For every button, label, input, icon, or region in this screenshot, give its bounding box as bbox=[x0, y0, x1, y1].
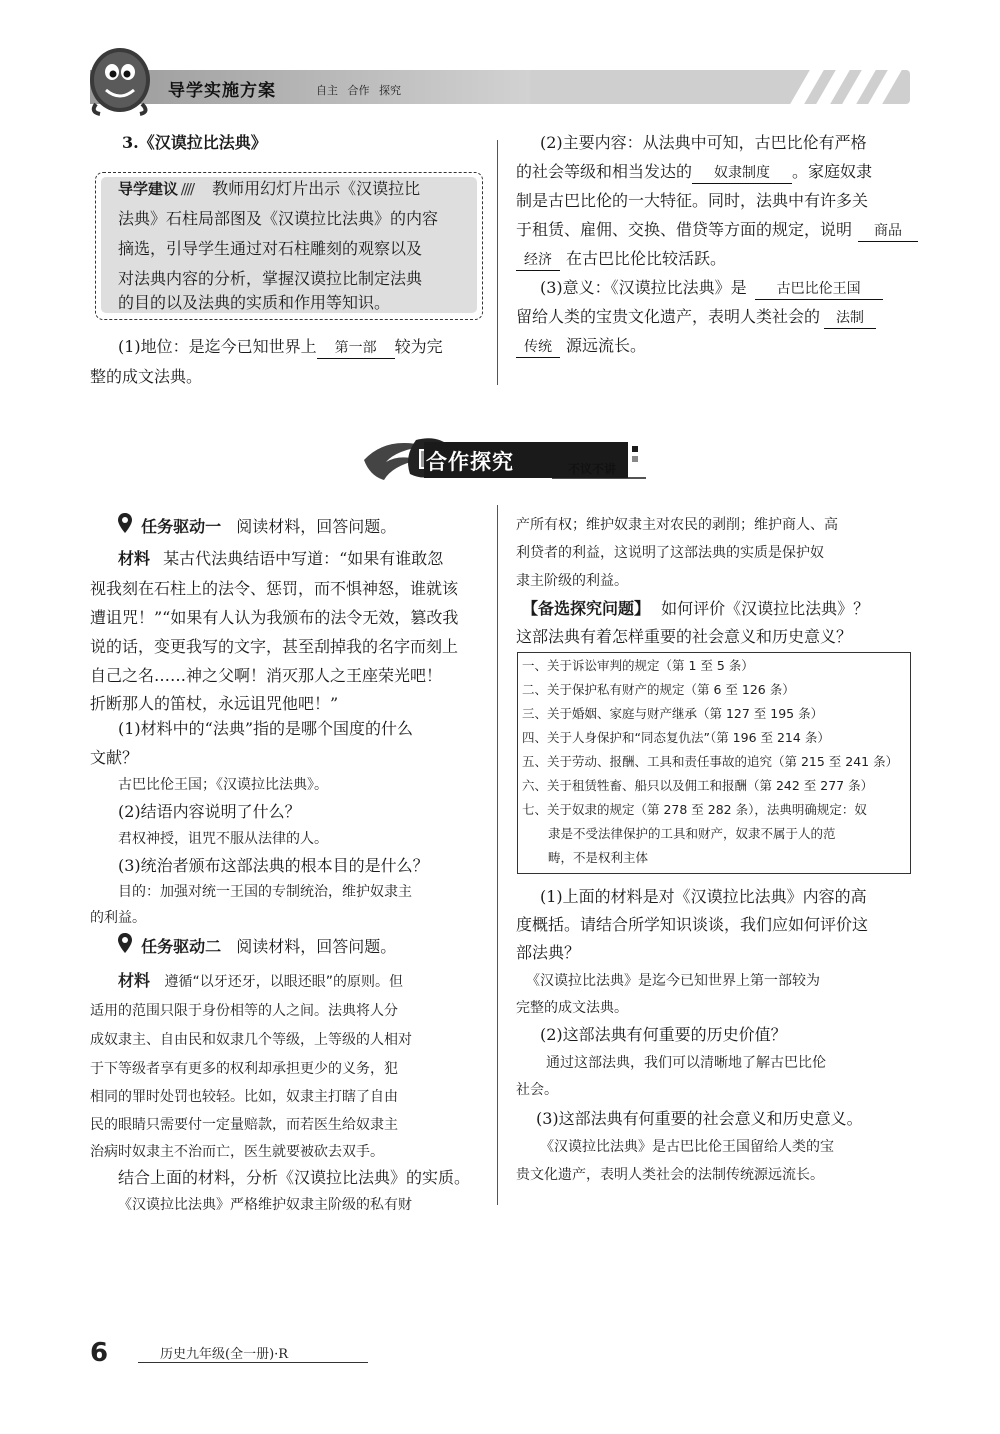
answer: 贵文化遗产，表明人类社会的法制传统源远流长。 bbox=[516, 1167, 824, 1183]
material-text: 民的眼睛只需要付一定量赔款，而若医生给奴隶主 bbox=[90, 1117, 398, 1133]
answer: 古巴比伦王国；《汉谟拉比法典》。 bbox=[118, 777, 328, 793]
answer: 《汉谟拉比法典》严格维护奴隶主阶级的私有财 bbox=[118, 1197, 412, 1213]
question: (1)上面的材料是对《汉谟拉比法典》内容的高 bbox=[540, 887, 867, 906]
answer: 《汉谟拉比法典》是古巴比伦王国留给人类的宝 bbox=[540, 1139, 834, 1155]
content-line bbox=[516, 244, 726, 274]
footer-rule bbox=[138, 1362, 368, 1363]
status-text: (1)地位：是迄今已知世界上 bbox=[118, 337, 317, 356]
material-text: 适用的范围只限于身份相等的人之间。法典将人分 bbox=[90, 1003, 398, 1019]
material-text: 视我刻在石柱上的法令、惩罚，而不惧神怒，谁就该 bbox=[90, 579, 459, 598]
tip-line: 法典》石柱局部图及《汉谟拉比法典》的内容 bbox=[118, 209, 439, 228]
material-text: 折断那人的笛杖，永远诅咒他吧！” bbox=[90, 694, 339, 713]
answer-blank: 经济 bbox=[516, 250, 560, 271]
content-line: 制是古巴比伦的一大特征。同时，法典中有许多关 bbox=[516, 191, 869, 210]
section-title: 合作探究 bbox=[426, 450, 514, 474]
rule-row: 一、关于诉讼审判的规定（第 1 至 5 条） bbox=[522, 658, 754, 673]
meaning-line bbox=[540, 273, 883, 303]
task2-title: 任务驱动二 bbox=[141, 937, 222, 956]
answer: 通过这部法典，我们可以清晰地了解古巴比伦 bbox=[546, 1055, 826, 1071]
content-line: (2)主要内容：从法典中可知，古巴比伦有严格 bbox=[540, 133, 867, 152]
question: (2)结语内容说明了什么？ bbox=[118, 802, 301, 821]
rule-row: 四、关于人身保护和“同态复仇法”（第 196 至 214 条） bbox=[522, 730, 830, 745]
answer-blank: 奴隶制度 bbox=[692, 163, 792, 184]
answer-blank: 传统 bbox=[516, 337, 560, 358]
section-heading: 3.《汉谟拉比法典》 bbox=[122, 133, 267, 152]
tip-line: 摘选，引导学生通过对石柱雕刻的观察以及 bbox=[118, 239, 423, 258]
content-line bbox=[516, 215, 918, 245]
material-text: 治病时奴隶主不治而亡，医生就要被砍去双手。 bbox=[90, 1144, 384, 1160]
column-divider bbox=[497, 140, 498, 385]
page-number: 6 bbox=[90, 1338, 109, 1368]
rule-row: 二、关于保护私有财产的规定（第 6 至 126 条） bbox=[522, 682, 795, 697]
content-text: 于租赁、雇佣、交换、借贷等方面的规定，说明 bbox=[516, 220, 853, 239]
answer: 隶主阶级的利益。 bbox=[516, 573, 628, 589]
answer-blank: 第一部 bbox=[317, 338, 395, 359]
rule-row: 隶是不受法律保护的工具和财产，奴隶不属于人的范 bbox=[548, 826, 836, 841]
answer-blank: 古巴比伦王国 bbox=[755, 279, 883, 300]
tip-label: 导学建议 bbox=[118, 180, 179, 198]
tip-line: 的目的以及法典的实质和作用等知识。 bbox=[118, 293, 391, 312]
task1-material-line bbox=[118, 544, 443, 574]
answer: 利贷者的利益，这说明了这部法典的实质是保护奴 bbox=[516, 545, 824, 561]
meaning-line bbox=[516, 331, 646, 361]
footer-text: 历史九年级(全一册)·R bbox=[160, 1347, 289, 1362]
task1-header bbox=[118, 512, 396, 543]
meaning-line bbox=[516, 302, 876, 332]
mascot-icon bbox=[86, 42, 156, 116]
location-pin-icon bbox=[118, 513, 136, 543]
material-text: 成奴隶主、自由民和奴隶几个等级，上等级的人相对 bbox=[90, 1032, 412, 1048]
material-text: 于下等级者享有更多的权利却承担更少的义务，犯 bbox=[90, 1061, 398, 1077]
question: (2)这部法典有何重要的历史价值？ bbox=[540, 1025, 787, 1044]
tip-line: 对法典内容的分析，掌握汉谟拉比制定法典 bbox=[118, 269, 423, 288]
answer: 产所有权；维护奴隶主对农民的剥削；维护商人、高 bbox=[516, 517, 838, 533]
meaning-text: 源远流长。 bbox=[566, 336, 647, 355]
tip-line: 教师用幻灯片出示《汉谟拉比 bbox=[212, 179, 421, 198]
rule-row: 七、关于奴隶的规定（第 278 至 282 条），法典明确规定：奴 bbox=[522, 802, 867, 817]
rule-row: 畴，不是权利主体 bbox=[548, 850, 649, 865]
answer: 《汉谟拉比法典》是迄今已知世界上第一部较为 bbox=[526, 973, 820, 989]
material-label: 材料 bbox=[118, 971, 151, 990]
answer: 目的：加强对统一王国的专制统治，维护奴隶主 bbox=[118, 884, 412, 900]
question: (1)材料中的“法典”指的是哪个国度的什么 bbox=[118, 719, 414, 738]
material-text: 遭诅咒！”“如果有人认为我颁布的法令无效，篡改我 bbox=[90, 608, 459, 627]
rule-row: 六、关于租赁牲畜、船只以及佣工和报酬（第 242 至 277 条） bbox=[522, 778, 874, 793]
answer: 君权神授，诅咒不服从法律的人。 bbox=[118, 831, 328, 847]
header-subtitle: 自主 合作 探究 bbox=[316, 84, 401, 97]
answer: 的利益。 bbox=[90, 910, 146, 926]
meaning-text: 留给人类的宝贵文化遗产，表明人类社会的 bbox=[516, 307, 821, 326]
header-title: 导学实施方案 bbox=[168, 81, 276, 101]
material-text: 自己之名……神之父啊！消灭那人之王座荣光吧！ bbox=[90, 666, 443, 685]
material-text: 说的话，变更我写的文字，甚至刮掉我的名字而刻上 bbox=[90, 637, 459, 656]
question: (3)这部法典有何重要的社会意义和历史意义。 bbox=[536, 1109, 863, 1128]
task2-instruction: 阅读材料，回答问题。 bbox=[236, 937, 397, 956]
answer: 完整的成文法典。 bbox=[516, 1000, 628, 1016]
optional-question: 如何评价《汉谟拉比法典》？ bbox=[661, 599, 870, 618]
section-tag: 不议不讲 bbox=[568, 462, 617, 476]
material-text: 遵循“以牙还牙，以眼还眼”的原则。但 bbox=[164, 974, 403, 990]
optional-label: 【备选探究问题】 bbox=[522, 599, 651, 618]
question: 结合上面的材料，分析《汉谟拉比法典》的实质。 bbox=[118, 1168, 471, 1187]
rule-row: 三、关于婚姻、家庭与财产继承（第 127 至 195 条） bbox=[522, 706, 824, 721]
rule-row: 五、关于劳动、报酬、工具和责任事故的追究（第 215 至 241 条） bbox=[522, 754, 899, 769]
content-line bbox=[516, 157, 872, 187]
location-pin-icon bbox=[118, 933, 136, 963]
content-text: 。家庭奴隶 bbox=[792, 162, 873, 181]
content-text: 的社会等级和相当发达的 bbox=[516, 162, 693, 181]
tip-content: 导学建议 //// 教师用幻灯片出示《汉谟拉比 bbox=[118, 179, 421, 198]
status-line2: 整的成文法典。 bbox=[90, 367, 203, 386]
material-text: 相同的罪时处罚也较轻。比如，奴隶主打瞎了自由 bbox=[90, 1089, 398, 1105]
answer-blank: 商品 bbox=[858, 221, 918, 242]
meaning-text: (3)意义：《汉谟拉比法典》是 bbox=[540, 278, 747, 297]
material-label: 材料 bbox=[118, 549, 151, 568]
optional-question: 这部法典有着怎样重要的社会意义和历史意义？ bbox=[516, 627, 853, 646]
question: 部法典？ bbox=[516, 943, 581, 962]
material-text: 某古代法典结语中写道：“如果有谁敢忽 bbox=[163, 549, 444, 568]
question: (3)统治者颁布这部法典的根本目的是什么？ bbox=[118, 856, 429, 875]
question: 文献？ bbox=[90, 748, 139, 767]
question: 度概括。请结合所学知识谈谈，我们应如何评价这 bbox=[516, 915, 869, 934]
task1-title: 任务驱动一 bbox=[141, 517, 222, 536]
task2-material-line bbox=[118, 966, 403, 997]
header-bar-shade bbox=[90, 70, 530, 104]
task2-header bbox=[118, 932, 396, 963]
column-divider bbox=[497, 505, 498, 1205]
status-text: 较为完 bbox=[394, 337, 443, 356]
content-text: 在古巴比伦比较活跃。 bbox=[566, 249, 727, 268]
status-line bbox=[118, 332, 443, 362]
task1-instruction: 阅读材料，回答问题。 bbox=[236, 517, 397, 536]
optional-header bbox=[522, 594, 869, 624]
answer-blank: 法制 bbox=[824, 308, 876, 329]
answer: 社会。 bbox=[516, 1082, 558, 1098]
